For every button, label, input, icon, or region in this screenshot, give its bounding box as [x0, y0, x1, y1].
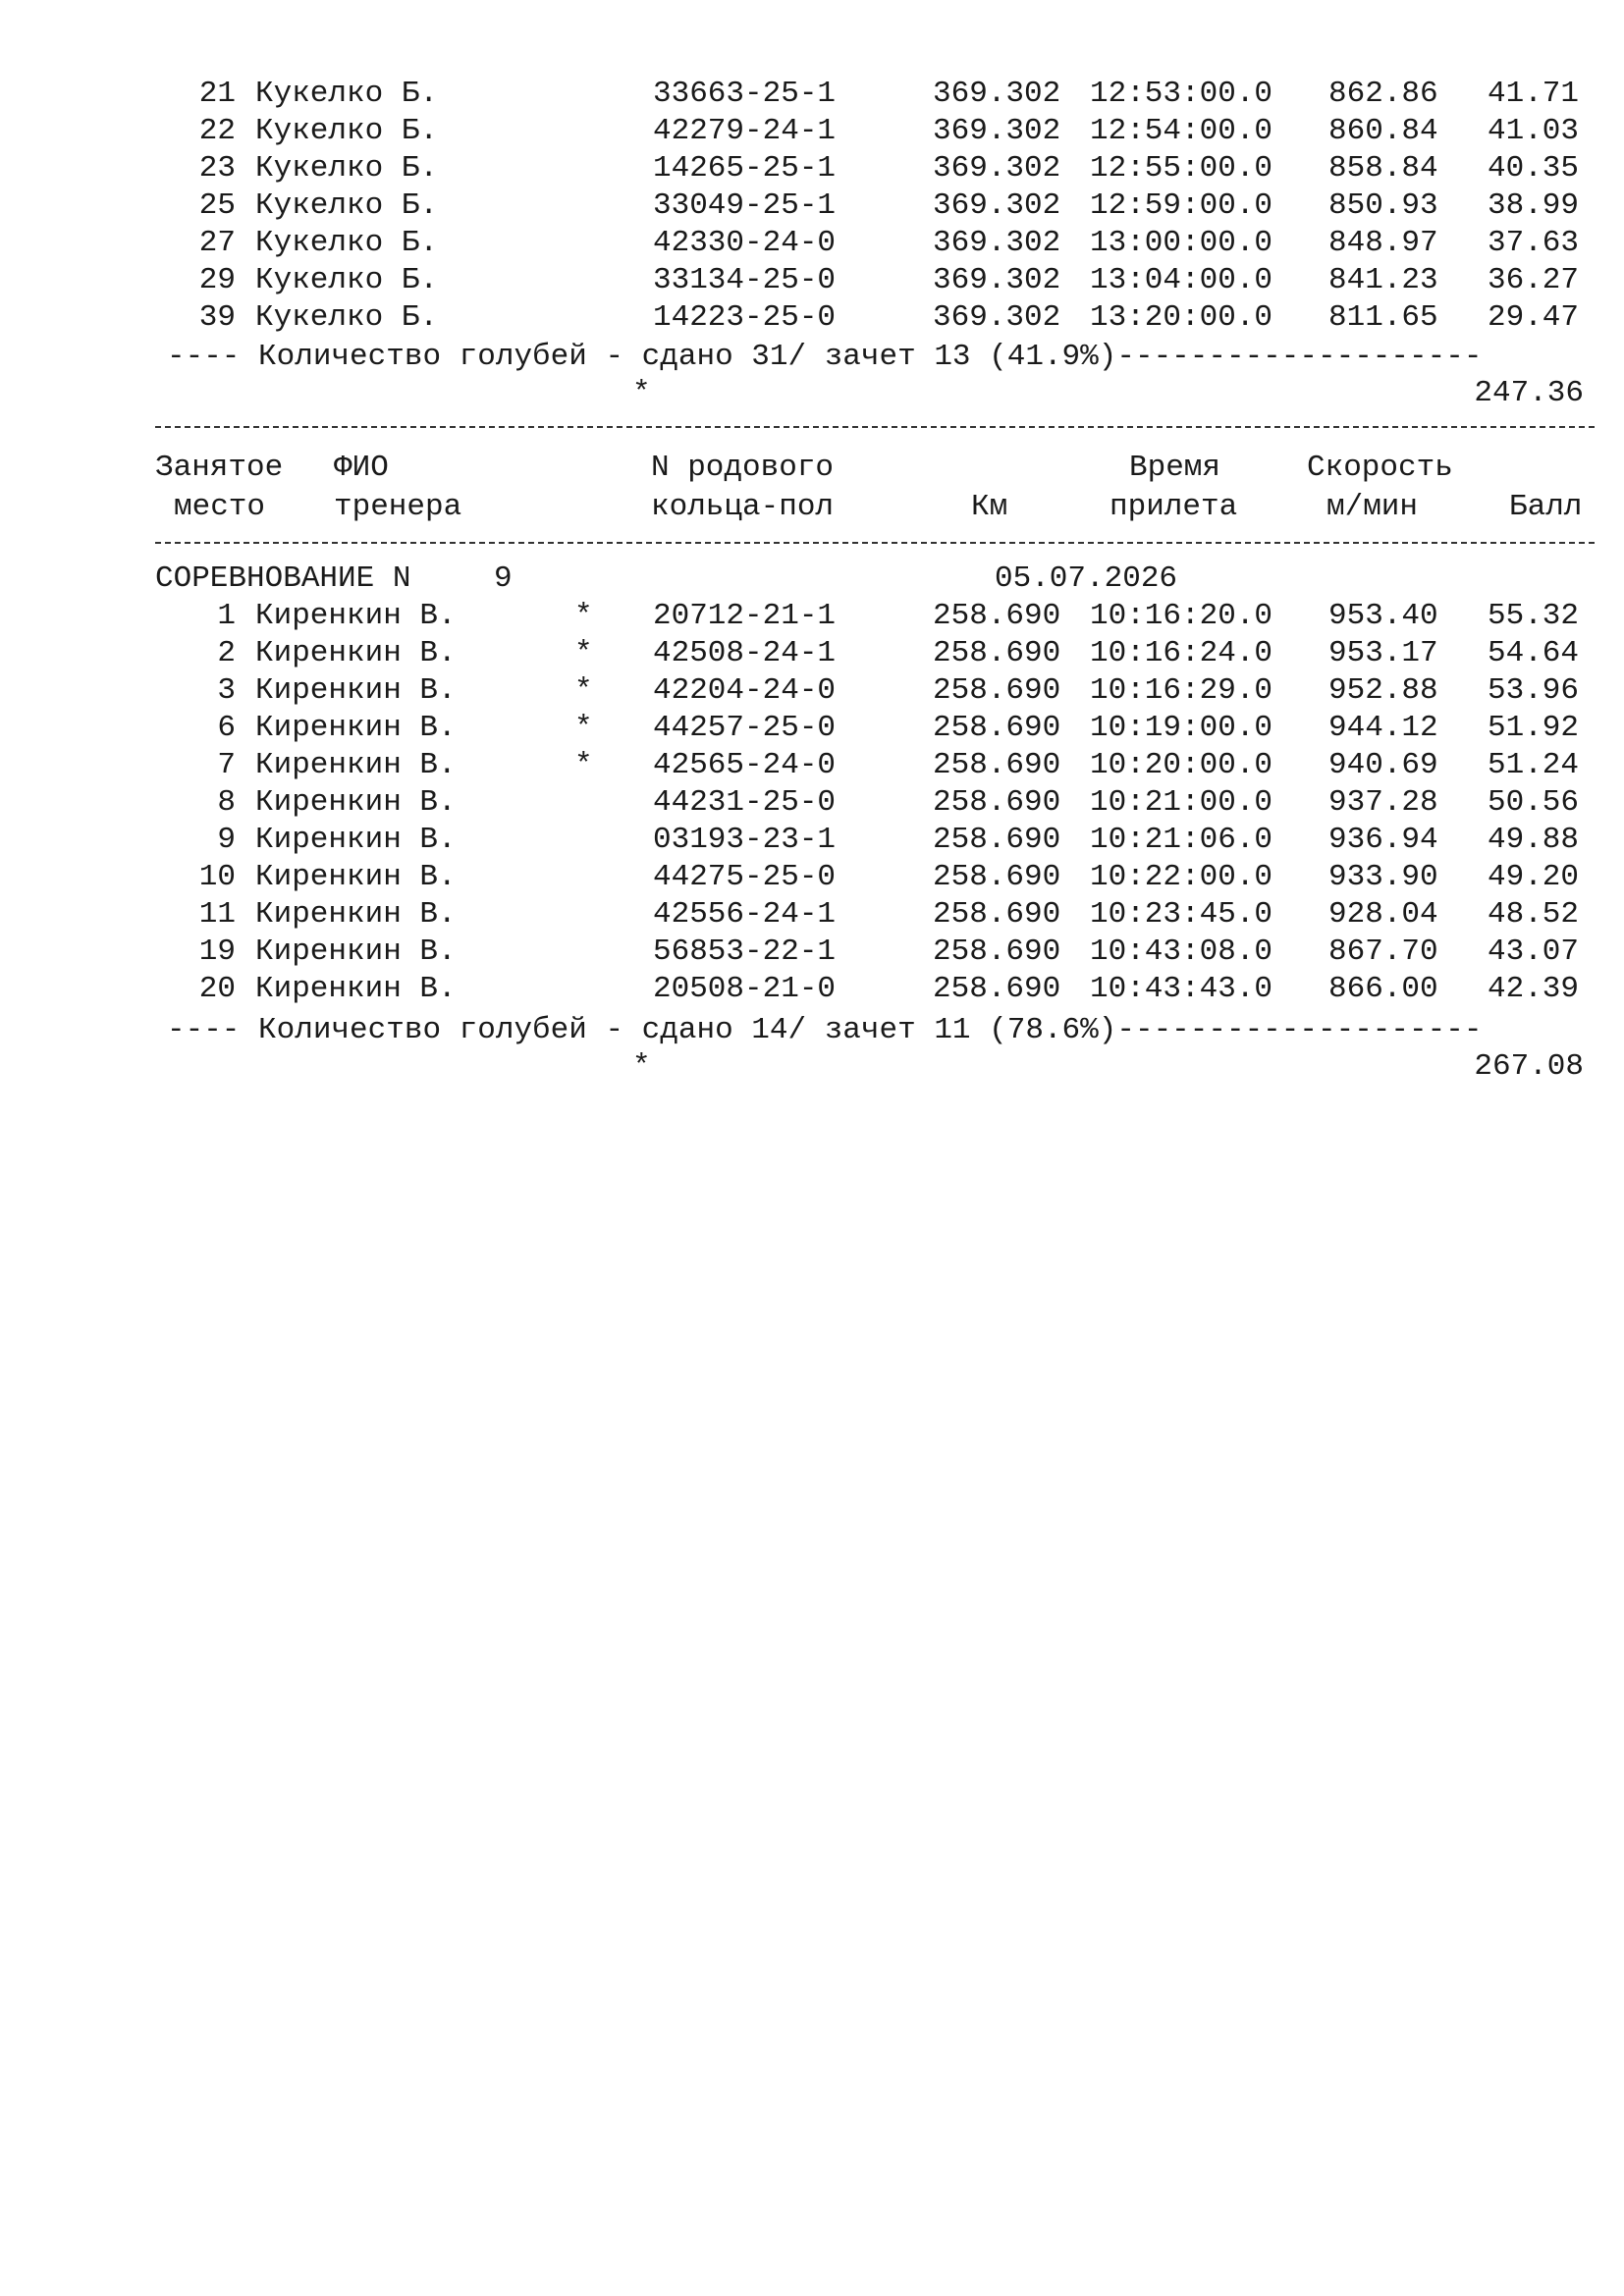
score-cell: 49.88	[1488, 823, 1580, 857]
km-cell: 369.302	[933, 300, 1061, 335]
table-row	[0, 859, 1624, 896]
name-cell: Кукелко Б.	[255, 151, 439, 186]
place-cell: 22	[198, 114, 236, 148]
table-row	[0, 822, 1624, 859]
mark-cell: *	[574, 673, 593, 708]
km-cell: 369.302	[933, 226, 1061, 260]
speed-cell: 858.84	[1328, 151, 1438, 186]
header-name-1: ФИО	[334, 451, 389, 485]
header-bottom-divider	[155, 542, 1595, 544]
ring-cell: 42508-24-1	[653, 636, 837, 670]
km-cell: 258.690	[933, 785, 1061, 820]
header-speed-1: Скорость	[1307, 451, 1453, 485]
score-cell: 51.92	[1488, 711, 1580, 745]
km-cell: 258.690	[933, 711, 1061, 745]
top-total-score: 247.36	[1474, 376, 1584, 410]
km-cell: 258.690	[933, 972, 1061, 1006]
km-cell: 258.690	[933, 823, 1061, 857]
competition-total-score: 267.08	[1474, 1049, 1584, 1084]
score-cell: 40.35	[1488, 151, 1580, 186]
header-speed-2: м/мин	[1326, 490, 1419, 524]
time-cell: 12:53:00.0	[1090, 77, 1273, 111]
table-row	[0, 262, 1624, 299]
place-cell: 6	[217, 711, 236, 745]
name-cell: Кукелко Б.	[255, 300, 439, 335]
name-cell: Кукелко Б.	[255, 263, 439, 297]
time-cell: 10:16:20.0	[1090, 599, 1273, 633]
speed-cell: 811.65	[1328, 300, 1438, 335]
score-cell: 50.56	[1488, 785, 1580, 820]
score-cell: 54.64	[1488, 636, 1580, 670]
speed-cell: 937.28	[1328, 785, 1438, 820]
score-cell: 42.39	[1488, 972, 1580, 1006]
speed-cell: 848.97	[1328, 226, 1438, 260]
header-name-2: тренера	[334, 490, 462, 524]
km-cell: 258.690	[933, 636, 1061, 670]
place-cell: 23	[198, 151, 236, 186]
ring-cell: 42204-24-0	[653, 673, 837, 708]
ring-cell: 44275-25-0	[653, 860, 837, 894]
competition-date: 05.07.2026	[995, 561, 1178, 596]
score-cell: 43.07	[1488, 934, 1580, 969]
time-cell: 10:21:00.0	[1090, 785, 1273, 820]
time-cell: 13:00:00.0	[1090, 226, 1273, 260]
name-cell: Киренкин В.	[255, 860, 457, 894]
ring-cell: 56853-22-1	[653, 934, 837, 969]
speed-cell: 940.69	[1328, 748, 1438, 782]
table-row	[0, 784, 1624, 822]
speed-cell: 953.40	[1328, 599, 1438, 633]
speed-cell: 928.04	[1328, 897, 1438, 932]
speed-cell: 933.90	[1328, 860, 1438, 894]
top-summary-line: ---- Количество голубей - сдано 31/ зачет 13 (41.9%)--------------------	[167, 340, 1483, 374]
place-cell: 20	[198, 972, 236, 1006]
speed-cell: 866.00	[1328, 972, 1438, 1006]
time-cell: 10:43:08.0	[1090, 934, 1273, 969]
name-cell: Киренкин В.	[255, 934, 457, 969]
table-row	[0, 971, 1624, 1008]
table-row	[0, 672, 1624, 710]
mark-cell: *	[574, 636, 593, 670]
score-cell: 38.99	[1488, 188, 1580, 223]
ring-cell: 20712-21-1	[653, 599, 837, 633]
time-cell: 13:20:00.0	[1090, 300, 1273, 335]
table-row	[0, 747, 1624, 784]
score-cell: 41.71	[1488, 77, 1580, 111]
score-cell: 29.47	[1488, 300, 1580, 335]
ring-cell: 03193-23-1	[653, 823, 837, 857]
place-cell: 19	[198, 934, 236, 969]
score-cell: 36.27	[1488, 263, 1580, 297]
table-row	[0, 934, 1624, 971]
header-top-divider	[155, 426, 1595, 428]
table-row	[0, 896, 1624, 934]
km-cell: 258.690	[933, 673, 1061, 708]
place-cell: 11	[198, 897, 236, 932]
km-cell: 258.690	[933, 897, 1061, 932]
name-cell: Киренкин В.	[255, 897, 457, 932]
header-time-1: Время	[1129, 451, 1221, 485]
time-cell: 13:04:00.0	[1090, 263, 1273, 297]
name-cell: Кукелко Б.	[255, 77, 439, 111]
km-cell: 258.690	[933, 934, 1061, 969]
score-cell: 48.52	[1488, 897, 1580, 932]
name-cell: Киренкин В.	[255, 823, 457, 857]
table-row	[0, 187, 1624, 225]
time-cell: 10:22:00.0	[1090, 860, 1273, 894]
place-cell: 8	[217, 785, 236, 820]
speed-cell: 944.12	[1328, 711, 1438, 745]
score-cell: 51.24	[1488, 748, 1580, 782]
score-cell: 49.20	[1488, 860, 1580, 894]
table-row	[0, 76, 1624, 113]
km-cell: 369.302	[933, 263, 1061, 297]
table-row	[0, 299, 1624, 337]
time-cell: 10:16:29.0	[1090, 673, 1273, 708]
time-cell: 10:21:06.0	[1090, 823, 1273, 857]
km-cell: 258.690	[933, 748, 1061, 782]
ring-cell: 42556-24-1	[653, 897, 837, 932]
place-cell: 27	[198, 226, 236, 260]
km-cell: 258.690	[933, 599, 1061, 633]
time-cell: 10:16:24.0	[1090, 636, 1273, 670]
speed-cell: 867.70	[1328, 934, 1438, 969]
place-cell: 1	[217, 599, 236, 633]
km-cell: 369.302	[933, 114, 1061, 148]
name-cell: Киренкин В.	[255, 972, 457, 1006]
time-cell: 10:23:45.0	[1090, 897, 1273, 932]
speed-cell: 850.93	[1328, 188, 1438, 223]
mark-cell: *	[574, 748, 593, 782]
mark-cell: *	[574, 599, 593, 633]
table-row	[0, 635, 1624, 672]
name-cell: Киренкин В.	[255, 711, 457, 745]
place-cell: 29	[198, 263, 236, 297]
ring-cell: 20508-21-0	[653, 972, 837, 1006]
header-time-2: прилета	[1110, 490, 1238, 524]
competition-summary-line: ---- Количество голубей - сдано 14/ зачет 11 (78.6%)--------------------	[167, 1013, 1483, 1047]
ring-cell: 42330-24-0	[653, 226, 837, 260]
header-km: Км	[971, 490, 1008, 524]
speed-cell: 953.17	[1328, 636, 1438, 670]
header-score: Балл	[1509, 490, 1583, 524]
name-cell: Киренкин В.	[255, 599, 457, 633]
km-cell: 369.302	[933, 188, 1061, 223]
ring-cell: 42565-24-0	[653, 748, 837, 782]
ring-cell: 33049-25-1	[653, 188, 837, 223]
ring-cell: 14223-25-0	[653, 300, 837, 335]
ring-cell: 44231-25-0	[653, 785, 837, 820]
table-row	[0, 113, 1624, 150]
speed-cell: 841.23	[1328, 263, 1438, 297]
speed-cell: 860.84	[1328, 114, 1438, 148]
km-cell: 258.690	[933, 860, 1061, 894]
ring-cell: 33134-25-0	[653, 263, 837, 297]
place-cell: 2	[217, 636, 236, 670]
place-cell: 3	[217, 673, 236, 708]
speed-cell: 862.86	[1328, 77, 1438, 111]
time-cell: 12:55:00.0	[1090, 151, 1273, 186]
competition-total-star: *	[632, 1049, 651, 1084]
place-cell: 7	[217, 748, 236, 782]
table-row	[0, 598, 1624, 635]
table-row	[0, 150, 1624, 187]
competition-label: СОРЕВНОВАНИЕ N	[155, 561, 411, 596]
score-cell: 55.32	[1488, 599, 1580, 633]
time-cell: 12:54:00.0	[1090, 114, 1273, 148]
name-cell: Киренкин В.	[255, 673, 457, 708]
competition-number: 9	[494, 561, 513, 596]
top-total-star: *	[632, 376, 651, 410]
header-ring-1: N родового	[651, 451, 835, 485]
speed-cell: 936.94	[1328, 823, 1438, 857]
header-ring-2: кольца-пол	[651, 490, 835, 524]
name-cell: Киренкин В.	[255, 636, 457, 670]
place-cell: 21	[198, 77, 236, 111]
name-cell: Кукелко Б.	[255, 188, 439, 223]
score-cell: 41.03	[1488, 114, 1580, 148]
score-cell: 37.63	[1488, 226, 1580, 260]
name-cell: Киренкин В.	[255, 748, 457, 782]
mark-cell: *	[574, 711, 593, 745]
time-cell: 12:59:00.0	[1090, 188, 1273, 223]
ring-cell: 44257-25-0	[653, 711, 837, 745]
place-cell: 9	[217, 823, 236, 857]
place-cell: 39	[198, 300, 236, 335]
score-cell: 53.96	[1488, 673, 1580, 708]
table-row	[0, 710, 1624, 747]
speed-cell: 952.88	[1328, 673, 1438, 708]
ring-cell: 42279-24-1	[653, 114, 837, 148]
name-cell: Кукелко Б.	[255, 226, 439, 260]
name-cell: Кукелко Б.	[255, 114, 439, 148]
name-cell: Киренкин В.	[255, 785, 457, 820]
time-cell: 10:43:43.0	[1090, 972, 1273, 1006]
km-cell: 369.302	[933, 151, 1061, 186]
ring-cell: 33663-25-1	[653, 77, 837, 111]
place-cell: 10	[198, 860, 236, 894]
header-place-1: Занятое	[155, 451, 284, 485]
ring-cell: 14265-25-1	[653, 151, 837, 186]
km-cell: 369.302	[933, 77, 1061, 111]
table-row	[0, 225, 1624, 262]
time-cell: 10:20:00.0	[1090, 748, 1273, 782]
header-place-2: место	[174, 490, 266, 524]
place-cell: 25	[198, 188, 236, 223]
time-cell: 10:19:00.0	[1090, 711, 1273, 745]
